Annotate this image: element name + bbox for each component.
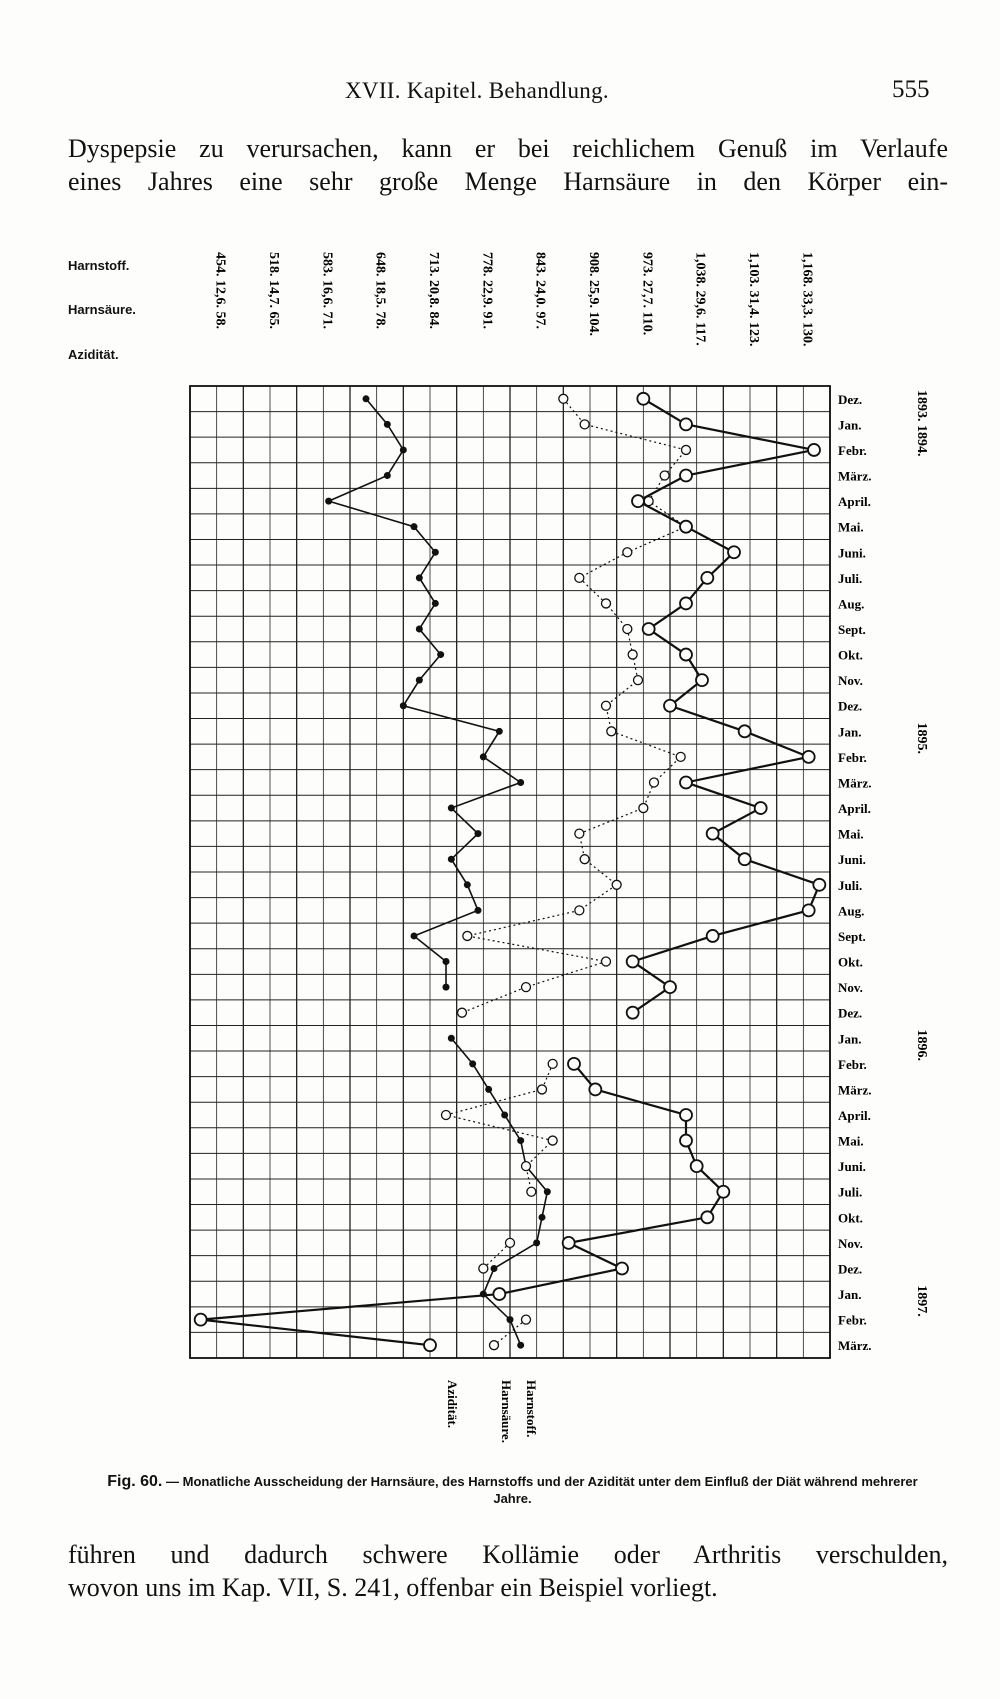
data-point bbox=[680, 418, 692, 430]
year-label: 1893. 1894. bbox=[914, 390, 929, 457]
data-point bbox=[739, 853, 751, 865]
data-point bbox=[506, 1238, 515, 1247]
page-number: 555 bbox=[892, 76, 930, 103]
month-label: Mai. bbox=[838, 1133, 864, 1149]
paragraph-line: Dyspepsie zu verursachen, kann er bei reichlichem Genuß im Verlaufe bbox=[68, 134, 948, 163]
data-point bbox=[548, 1136, 557, 1145]
month-label: Mai. bbox=[838, 826, 864, 842]
data-point bbox=[400, 446, 407, 453]
data-point bbox=[612, 880, 621, 889]
data-point bbox=[538, 1085, 547, 1094]
data-point bbox=[416, 626, 423, 633]
data-point bbox=[643, 623, 655, 635]
data-point bbox=[325, 498, 332, 505]
series-label: Harnsäure. bbox=[499, 1380, 514, 1443]
data-point bbox=[384, 472, 391, 479]
month-label: Febr. bbox=[838, 749, 867, 765]
data-point bbox=[448, 856, 455, 863]
data-point bbox=[544, 1188, 551, 1195]
month-label: Jan. bbox=[838, 1031, 862, 1047]
column-header: 454. 12,6. 58. bbox=[212, 252, 228, 329]
data-point bbox=[517, 1137, 524, 1144]
series-label: Azidität. bbox=[445, 1380, 460, 1429]
month-label: Jan. bbox=[838, 1287, 862, 1303]
data-point bbox=[522, 983, 531, 992]
data-point bbox=[563, 1237, 575, 1249]
data-point bbox=[522, 1162, 531, 1171]
column-header: 1,038. 29,6. 117. bbox=[692, 252, 708, 346]
data-point bbox=[400, 702, 407, 709]
data-point bbox=[680, 521, 692, 533]
data-point bbox=[627, 956, 639, 968]
data-point bbox=[813, 879, 825, 891]
data-point bbox=[548, 1059, 557, 1068]
month-label: Juli. bbox=[838, 1184, 863, 1200]
data-point bbox=[682, 445, 691, 454]
month-label: Okt. bbox=[838, 647, 863, 663]
data-point bbox=[568, 1058, 580, 1070]
figure-caption bbox=[95, 1473, 930, 1507]
series-label: Harnstoff. bbox=[524, 1380, 539, 1438]
column-header: 973. 27,7. 110. bbox=[639, 252, 655, 336]
series-line bbox=[633, 399, 820, 1013]
data-point bbox=[522, 1315, 531, 1324]
data-point bbox=[539, 1214, 546, 1221]
month-label: März. bbox=[838, 1082, 872, 1098]
data-point bbox=[437, 651, 444, 658]
data-point bbox=[475, 907, 482, 914]
column-header: 778. 22,9. 91. bbox=[479, 252, 495, 330]
data-point bbox=[639, 804, 648, 813]
data-point bbox=[637, 393, 649, 405]
data-point bbox=[739, 725, 751, 737]
month-label: Sept. bbox=[838, 928, 866, 944]
data-point bbox=[602, 957, 611, 966]
row-label-harnstoff: Harnstoff. bbox=[68, 258, 130, 273]
column-header: 713. 20,8. 84. bbox=[426, 252, 441, 329]
month-label: Jan. bbox=[838, 417, 862, 433]
data-point bbox=[616, 1262, 628, 1274]
data-point bbox=[432, 600, 439, 607]
data-point bbox=[680, 649, 692, 661]
month-label: Juni. bbox=[838, 852, 866, 868]
data-point bbox=[491, 1265, 498, 1272]
data-point bbox=[517, 779, 524, 786]
data-point bbox=[728, 546, 740, 558]
month-label: Nov. bbox=[838, 673, 863, 689]
data-point bbox=[490, 1341, 499, 1350]
data-point bbox=[701, 1211, 713, 1223]
data-point bbox=[632, 495, 644, 507]
data-point bbox=[589, 1083, 601, 1095]
data-point bbox=[696, 674, 708, 686]
data-point bbox=[664, 981, 676, 993]
data-point bbox=[575, 573, 584, 582]
data-point bbox=[575, 906, 584, 915]
month-label: April. bbox=[838, 494, 871, 510]
year-label: 1895. bbox=[914, 722, 929, 755]
month-label: Nov. bbox=[838, 980, 863, 996]
month-label: Juni. bbox=[838, 545, 866, 561]
data-point bbox=[623, 548, 632, 557]
caption-label: Fig. 60. bbox=[107, 1473, 163, 1490]
data-point bbox=[507, 1316, 514, 1323]
data-point bbox=[680, 597, 692, 609]
month-label: Juli. bbox=[838, 570, 863, 586]
data-point bbox=[602, 599, 611, 608]
column-header: 648. 18,5. 78. bbox=[372, 252, 388, 329]
data-point bbox=[680, 1109, 692, 1121]
data-point bbox=[411, 932, 418, 939]
data-point bbox=[580, 855, 589, 864]
data-point bbox=[580, 420, 589, 429]
month-label: Aug. bbox=[838, 596, 865, 612]
month-label: April. bbox=[838, 801, 871, 817]
data-point bbox=[448, 1035, 455, 1042]
month-label: Dez. bbox=[838, 698, 863, 714]
data-point bbox=[416, 677, 423, 684]
data-point bbox=[448, 805, 455, 812]
data-point bbox=[411, 523, 418, 530]
data-point bbox=[463, 931, 472, 940]
data-point bbox=[650, 778, 659, 787]
column-header: 908. 25,9. 104. bbox=[586, 252, 601, 336]
column-header: 843. 24,0. 97. bbox=[532, 252, 548, 329]
month-label: Febr. bbox=[838, 1056, 867, 1072]
data-point bbox=[755, 802, 767, 814]
data-point bbox=[575, 829, 584, 838]
data-point bbox=[469, 1060, 476, 1067]
data-point bbox=[628, 650, 637, 659]
month-label: Febr. bbox=[838, 442, 867, 458]
data-point bbox=[559, 394, 568, 403]
data-point bbox=[607, 727, 616, 736]
paragraph-line: eines Jahres eine sehr große Menge Harnsäure in den Körper ein- bbox=[68, 167, 948, 196]
data-point bbox=[808, 444, 820, 456]
column-header: 1,168. 33,3. 130. bbox=[799, 252, 815, 347]
year-label: 1897. bbox=[914, 1285, 929, 1317]
data-point bbox=[680, 1135, 692, 1147]
paragraph-line: wovon uns im Kap. VII, S. 241, offenbar ein Beispiel vorliegt. bbox=[68, 1573, 718, 1602]
month-label: Mai. bbox=[838, 519, 864, 535]
data-point bbox=[533, 1239, 540, 1246]
data-point bbox=[442, 1111, 451, 1120]
running-title: XVII. Kapitel. Behandlung. bbox=[345, 78, 609, 103]
data-point bbox=[701, 572, 713, 584]
data-point bbox=[485, 1086, 492, 1093]
data-point bbox=[717, 1186, 729, 1198]
data-point bbox=[664, 700, 676, 712]
data-point bbox=[660, 471, 669, 480]
column-header: 583. 16,6. 71. bbox=[319, 252, 335, 329]
data-point bbox=[195, 1314, 207, 1326]
month-label: März. bbox=[838, 1338, 872, 1354]
data-point bbox=[680, 470, 692, 482]
paragraph-bottom bbox=[68, 1538, 948, 1604]
month-label: Juli. bbox=[838, 877, 863, 893]
month-label: März. bbox=[838, 775, 872, 791]
data-point bbox=[680, 776, 692, 788]
month-label: Okt. bbox=[838, 954, 863, 970]
row-label-harnsaeure: Harnsäure. bbox=[68, 302, 136, 317]
month-label: Nov. bbox=[838, 1235, 863, 1251]
month-label: Juni. bbox=[838, 1159, 866, 1175]
month-label: April. bbox=[838, 1108, 871, 1123]
data-point bbox=[432, 549, 439, 556]
year-label: 1896. bbox=[914, 1029, 929, 1061]
data-point bbox=[527, 1187, 536, 1196]
data-point bbox=[501, 1112, 508, 1119]
data-point bbox=[384, 421, 391, 428]
data-point bbox=[464, 881, 471, 888]
data-point bbox=[363, 395, 370, 402]
data-point bbox=[475, 830, 482, 837]
data-point bbox=[424, 1339, 436, 1351]
data-point bbox=[443, 958, 450, 965]
month-label: Aug. bbox=[838, 903, 865, 919]
month-label: Okt. bbox=[838, 1210, 863, 1226]
data-point bbox=[493, 1288, 505, 1300]
data-point bbox=[707, 930, 719, 942]
data-point bbox=[627, 1007, 639, 1019]
series-line bbox=[462, 399, 686, 1013]
month-label: Sept. bbox=[838, 622, 866, 637]
data-point bbox=[691, 1160, 703, 1172]
data-point bbox=[517, 1342, 524, 1349]
data-point bbox=[803, 904, 815, 916]
data-point bbox=[602, 701, 611, 710]
data-point bbox=[676, 752, 685, 761]
data-point bbox=[443, 984, 450, 991]
data-point bbox=[479, 1264, 488, 1273]
column-header: 1,103. 31,4. 123. bbox=[746, 252, 761, 347]
data-point bbox=[416, 574, 423, 581]
data-point bbox=[458, 1008, 467, 1017]
month-label: Dez. bbox=[838, 1005, 863, 1021]
month-label: März. bbox=[838, 468, 872, 484]
column-header: 518. 14,7. 65. bbox=[266, 252, 281, 329]
data-point bbox=[634, 676, 643, 685]
month-label: Jan. bbox=[838, 724, 862, 740]
month-label: Dez. bbox=[838, 1261, 863, 1277]
data-point bbox=[480, 753, 487, 760]
month-label: Dez. bbox=[838, 391, 863, 407]
data-point bbox=[803, 751, 815, 763]
paragraph-line: führen und dadurch schwere Kollämie oder Arthritis verschulden, bbox=[68, 1540, 948, 1569]
data-point bbox=[623, 625, 632, 634]
row-label-aziditaet: Azidität. bbox=[68, 347, 119, 362]
month-label: Febr. bbox=[838, 1312, 867, 1328]
data-point bbox=[496, 728, 503, 735]
data-point bbox=[707, 828, 719, 840]
caption-text: — Monatliche Ausscheidung der Harnsäure, des Harnstoffs und der Azidität unter dem Einfluß der Diät während mehrerer Jahre. bbox=[166, 1474, 918, 1506]
